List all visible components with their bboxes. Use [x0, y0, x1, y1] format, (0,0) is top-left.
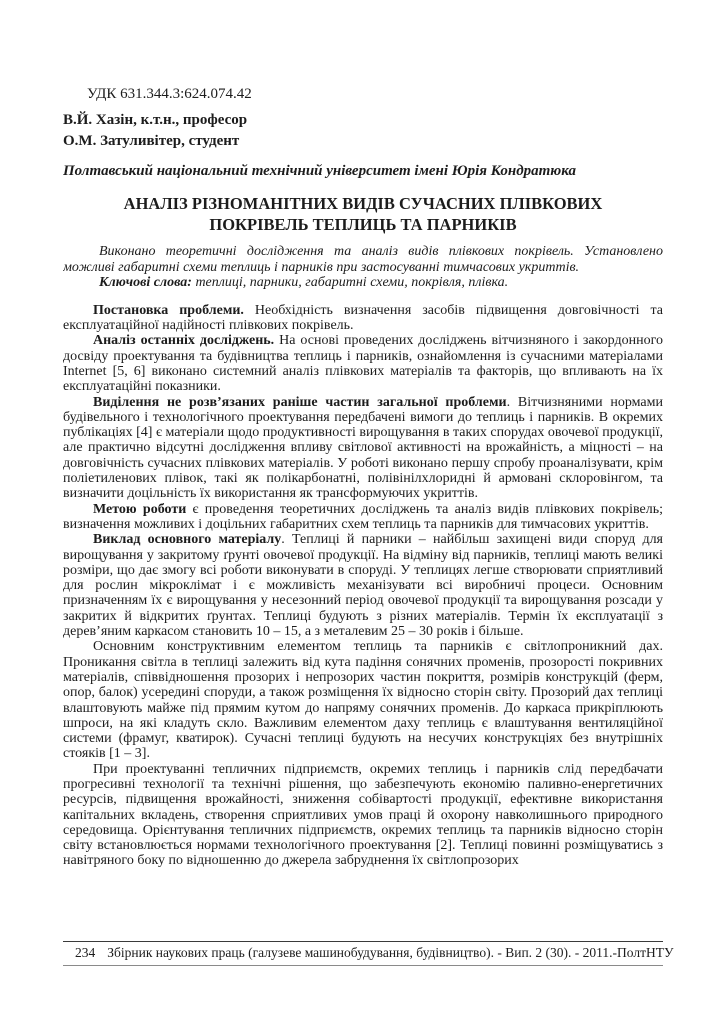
- abstract: Виконано теоретичні дослідження та аналіз видів плівкових покрівель. Установлено можливі габаритні схеми теплиць і парників при застосуванні тимчасових укриттів.: [63, 244, 663, 275]
- page-content: [63, 86, 663, 940]
- body-paragraph: [63, 333, 663, 394]
- keywords: [63, 275, 663, 291]
- body-paragraph: [63, 303, 663, 334]
- author-line: В.Й. Хазін, к.т.н., професор: [63, 112, 248, 128]
- paragraph-text: . Вітчизняними нормами будівельного і технологічного проектування передбачені вимоги до теплиць і парників. В окремих публікаціях [4] є матеріали щодо продуктивності вирощування в таких спорудах овочевої продукції, але практично відсутні дослідження впливу світлової активності на врожайність, а міцності – на довговічність сучасних плівкових матеріалів. У роботі виконано першу спробу проаналізувати, крім поліетиленових плівок, такі як полікарбонатні, полівінілхлоридні й армовані склоровінгом, та визначити доцільність їх використання як трансформуючих укриттів.: [63, 394, 663, 502]
- paragraph-lead: Постановка проблеми.: [93, 302, 244, 318]
- paragraph-lead: Виділення не розв’язаних раніше частин загальної проблеми: [93, 394, 507, 410]
- paper-title-line-2: ПОКРІВЕЛЬ ТЕПЛИЦЬ ТА ПАРНИКІВ: [209, 215, 517, 234]
- author-line: О.М. Затуливітер, студент: [63, 133, 240, 149]
- page-footer: [63, 941, 674, 966]
- paper-title-line-1: АНАЛІЗ РІЗНОМАНІТНИХ ВИДІВ СУЧАСНИХ ПЛІВКОВИХ: [123, 194, 603, 213]
- paragraph-text: Необхідність визначення засобів підвищення довговічності та експлуатаційної надійності плівкових покрівель.: [63, 302, 663, 334]
- paragraph-lead: Аналіз останніх досліджень.: [93, 333, 275, 349]
- footer-journal-info: Збірник наукових праць (галузеве машинобудування, будівництво). - Вип. 2 (30). - 2011.-ПолтНТУ: [107, 945, 674, 960]
- body-paragraph: [63, 639, 663, 761]
- keywords-text: теплиці, парники, габаритні схеми, покрівля, плівка.: [191, 275, 509, 291]
- affiliation: Полтавський національний технічний університет імені Юрія Кондратюка: [63, 163, 576, 179]
- keywords-label: Ключові слова:: [99, 275, 192, 291]
- article-body: [63, 303, 663, 869]
- paragraph-text: є проведення теоретичних досліджень та аналіз видів плівкових покрівель; визначення можливих і доцільних габаритних схем теплиць та парників для тимчасових укриттів.: [63, 501, 663, 532]
- body-paragraph: [63, 395, 663, 502]
- udc-number: УДК 631.344.3:624.074.42: [87, 86, 252, 102]
- paragraph-text: При проектуванні тепличних підприємств, окремих теплиць і парників слід передбачати прогресивні технології та технічні рішення, що забезпечують економію паливно-енергетичних ресурсів, підвищення врожайності, зниження собівартості продукції, ефективне використання капітальних вкладень, створення сприятливих умов праці й охорону навколишнього природного середовища. Орієнтування тепличних підприємств, окремих теплиць та парників відносно сторін світу встановлюється нормами технологічного проектування [2]. Теплиці повинні розміщуватись з навітряного боку по відношенню до джерела забруднення їх світлопрозорих: [63, 761, 663, 869]
- page-number: 234: [75, 945, 96, 960]
- authors-block: [63, 110, 663, 152]
- body-paragraph: [63, 502, 663, 533]
- paragraph-text: На основі проведених досліджень вітчизняного і закордонного досвіду проектування та будівництва теплиць і парників, ознайомлення із сучасними матеріалами Internet [5, 6] виконано системний аналіз плівкових матеріалів та факторів, що впливають на їх експлуатаційні показники.: [63, 333, 663, 395]
- paragraph-text: . Теплиці й парники – найбільш захищені види споруд для вирощування у закритому ґрунті овочевої продукції. На відміну від парників, теплиці мають великі розміри, що дає змогу всі роботи виконувати в споруді. У теплицях легше створювати сприятливий для рослин мікроклімат і є можливість механізувати всі виробничі процеси. Основним призначенням їх є вирощування у несезонний період овочевої продукції та вирощування розсади у закритих й відкритих ґрунтах. Теплиці будують з різних матеріалів. Термін їх експлуатації з дерев’яним каркасом становить 10 – 15, а з металевим 25 – 30 років і більше.: [63, 532, 663, 640]
- body-paragraph: [63, 762, 663, 869]
- paragraph-lead: Виклад основного матеріалу: [93, 532, 282, 548]
- paragraph-lead: Метою роботи: [93, 501, 187, 517]
- paper-title: [63, 193, 663, 235]
- body-paragraph: [63, 532, 663, 639]
- paragraph-text: Основним конструктивним елементом теплиць та парників є світлопроникний дах. Проникання світла в теплиці залежить від кута падіння сонячних променів, прозорості покривних матеріалів, співвідношення прозорих і непрозорих частин покриття, розмірів конструкцій (ферм, опор, балок) усередині споруди, а також розміщення їх відносно сторін світу. Прозорий дах теплиці влаштовують майже під прямим кутом до напряму сонячних променів. До каркаса прикріплюють шпроси, на які кладуть скло. Важливим елементом даху теплиць є влаштування вентиляційної системи (фрамуг, кватирок). Сучасні теплиці будують на несучих конструкціях без внутрішніх стояків [1 – 3].: [63, 639, 663, 762]
